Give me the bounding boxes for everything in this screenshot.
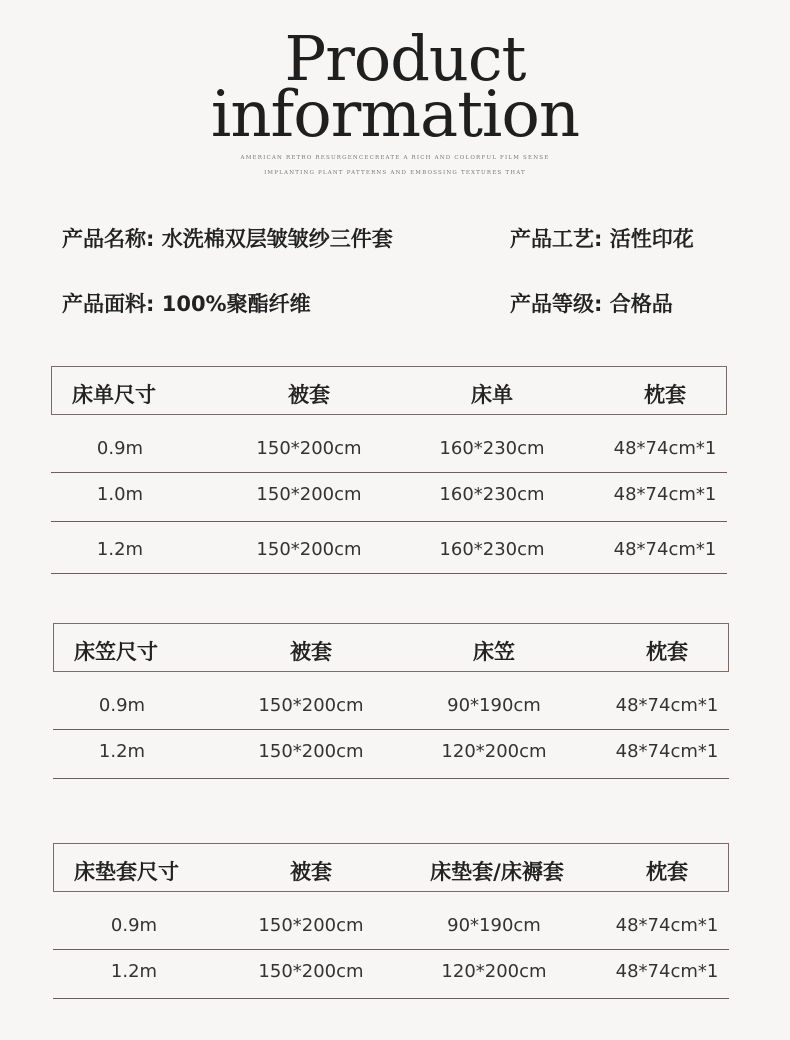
header-cell: 床单 <box>471 383 513 407</box>
product-grade-label: 产品等级: <box>510 292 603 316</box>
table-cell: 0.9m <box>110 915 158 936</box>
header-cell: 床垫套尺寸 <box>74 860 179 884</box>
table-cell: 160*230cm <box>439 484 545 505</box>
header-cell: 床垫套/床褥套 <box>430 860 564 884</box>
table-cell: 48*74cm*1 <box>615 695 719 716</box>
header-cell: 被套 <box>290 640 332 664</box>
table-cell: 120*200cm <box>441 741 547 762</box>
header-cell: 床笠尺寸 <box>74 640 158 664</box>
table-cell: 150*200cm <box>258 741 364 762</box>
header-cell: 床单尺寸 <box>72 383 156 407</box>
product-grade-row <box>510 288 673 318</box>
row-divider <box>53 949 729 950</box>
table-cell: 90*190cm <box>447 695 541 716</box>
header-cell: 枕套 <box>644 383 686 407</box>
table-cell: 1.0m <box>96 484 144 505</box>
product-name-label: 产品名称: <box>62 227 155 251</box>
table-cell: 48*74cm*1 <box>613 539 717 560</box>
header-cell: 被套 <box>288 383 330 407</box>
table-cell: 48*74cm*1 <box>613 484 717 505</box>
header-cell: 被套 <box>290 860 332 884</box>
row-divider <box>53 729 729 730</box>
row-divider <box>53 778 729 779</box>
header-cell: 床笠 <box>473 640 515 664</box>
product-name-row <box>62 223 393 253</box>
product-craft-label: 产品工艺: <box>510 227 603 251</box>
table-cell: 48*74cm*1 <box>615 961 719 982</box>
table-cell: 120*200cm <box>441 961 547 982</box>
table-cell: 160*230cm <box>439 438 545 459</box>
row-divider <box>51 573 727 574</box>
title-product: Product <box>284 22 526 95</box>
table-cell: 0.9m <box>96 438 144 459</box>
table-cell: 1.2m <box>98 741 146 762</box>
product-fabric-value: 100%聚酯纤维 <box>161 292 311 316</box>
header-cell: 枕套 <box>646 860 688 884</box>
product-fabric-row <box>62 288 311 318</box>
table-cell: 1.2m <box>96 539 144 560</box>
subtitle-line-1: AMERICAN RETRO RESURGENCECREATE A RICH AND COLORFUL FILM SENSE <box>240 155 550 161</box>
table-cell: 90*190cm <box>447 915 541 936</box>
hero-header <box>0 0 790 190</box>
product-grade-value: 合格品 <box>609 292 673 316</box>
row-divider <box>53 998 729 999</box>
table-cell: 48*74cm*1 <box>615 915 719 936</box>
title-information: information <box>210 78 580 152</box>
product-fabric-label: 产品面料: <box>62 292 155 316</box>
table-cell: 160*230cm <box>439 539 545 560</box>
table-cell: 150*200cm <box>258 695 364 716</box>
table-cell: 48*74cm*1 <box>615 741 719 762</box>
table-cell: 1.2m <box>110 961 158 982</box>
row-divider <box>51 472 727 473</box>
product-craft-row <box>510 223 694 253</box>
table-cell: 150*200cm <box>256 539 362 560</box>
table-cell: 150*200cm <box>256 438 362 459</box>
subtitle-line-2: IMPLANTING PLANT PATTERNS AND EMBOSSING TEXTURES THAT <box>264 170 526 176</box>
table-cell: 150*200cm <box>258 915 364 936</box>
table-cell: 0.9m <box>98 695 146 716</box>
header-cell: 枕套 <box>646 640 688 664</box>
table-cell: 150*200cm <box>258 961 364 982</box>
product-craft-value: 活性印花 <box>609 227 694 251</box>
table-cell: 48*74cm*1 <box>613 438 717 459</box>
product-name-value: 水洗棉双层皱皱纱三件套 <box>161 227 393 251</box>
table-cell: 150*200cm <box>256 484 362 505</box>
row-divider <box>51 521 727 522</box>
